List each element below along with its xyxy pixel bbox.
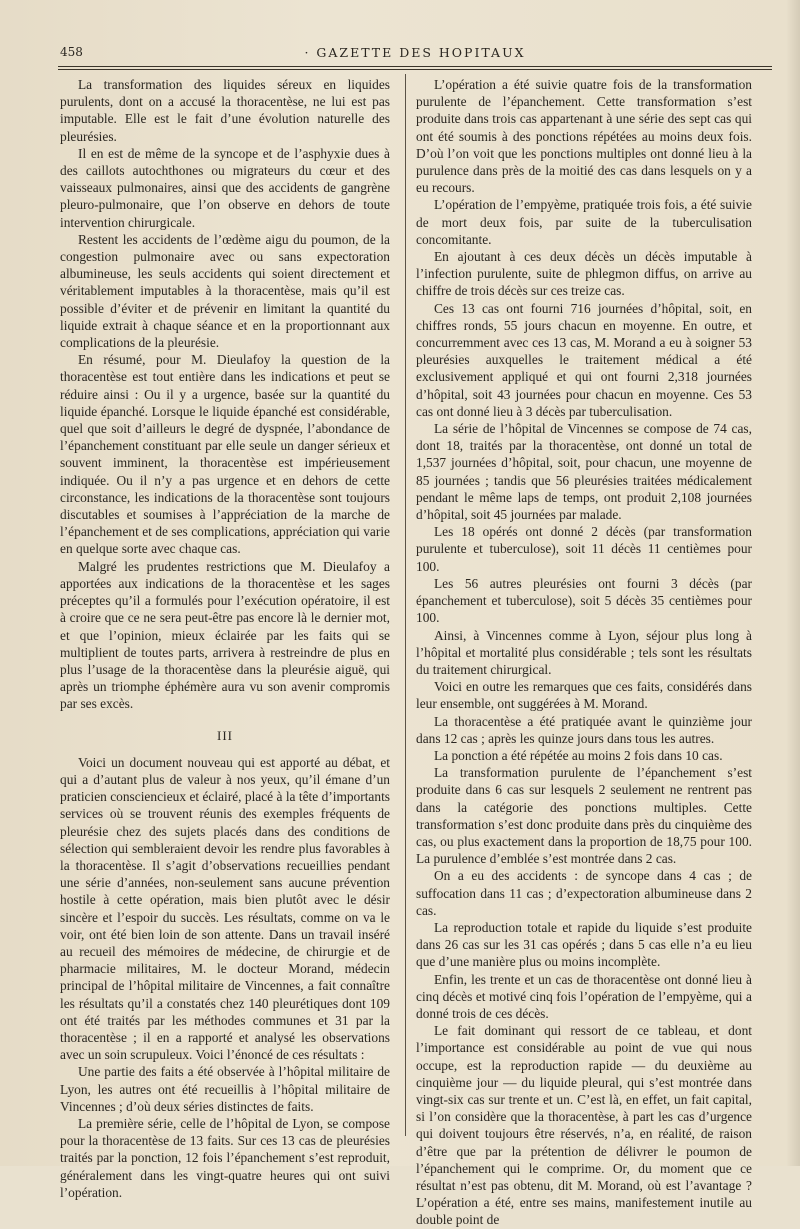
page-edge-shadow xyxy=(786,0,800,1166)
paragraph: Il en est de même de la syncope et de l’asphyxie dues à des caillots autochthones ou migrateurs du cœur et des vaisseaux pulmonaires, ainsi que des accidents de gangrène pleuro-pulmonaire, que l’on observe en dehors de toute intervention chirurgicale. xyxy=(60,145,390,230)
paragraph: L’opération a été suivie quatre fois de la transformation purulente de l’épanchement. Cette transformation s’est produite dans trois cas appartenant à une série des sept cas qui ont été soumis à des ponctions répétées au moins deux fois. D’où l’on voit que les ponctions multiples ont donné lieu à la purulence dans près de la moitié des cas dans lesquels on y a eu recours. xyxy=(416,77,752,196)
paragraph: Les 18 opérés ont donné 2 décès (par transformation purulente et tuberculose), soit 11 décès 11 centièmes pour 100. xyxy=(416,524,752,574)
paragraph: La ponction a été répétée au moins 2 fois dans 10 cas. xyxy=(434,747,723,763)
paragraph: Ainsi, à Vincennes comme à Lyon, séjour plus long à l’hôpital et mortalité plus considérable ; tels sont les résultats du traitement chirurgical. xyxy=(416,627,752,677)
paragraph: Le fait dominant qui ressort de ce tableau, et dont l’importance est considérable au point de vue qui nous occupe, est la reproduction rapide — du deuxième au cinquième jour — du liquide pleural, qui s’est montrée dans vingt-six cas sur trente et un. C’est là, en effet, un fait capital, si l’on considère que la thoracentèse, à part les cas d’urgence qui doivent toujours être réservés, n’a, en réalité, de raison d’être que par la prétention de délivrer le poumon de l’épanchement qui le comprime. Or, du moment que ce résultat n’est pas obtenu, dit M. Morand, où est l’avantage ? L’opération a été, entre ses mains, manifestement inutile au double point de xyxy=(416,1023,752,1228)
paragraph: La série de l’hôpital de Vincennes se compose de 74 cas, dont 18, traités par la thoracentèse, ont donné un total de 1,537 journées d’hôpital, soit, pour chacun, une moyenne de 85 journées ; tandis que 56 pleurésies traitées médicalement pendant le même laps de temps, ont produit 2,108 journées d’hôpital, soit 45 journées par malade. xyxy=(416,421,752,523)
paragraph: En résumé, pour M. Dieulafoy la question de la thoracentèse est tout entière dans les indications et peut se réduire ainsi : Ou il y a urgence, basée sur la quantité du liquide épanché. Lorsque le liquide épanché est considérable, quel que soit d’ailleurs le degré de dyspnée, l’abondance de l’épanchement constituant par elle seule un danger sérieux et souvent imminent, la thoracentèse est impérieusement indiquée. Ou il n’y a pas urgence et en dehors de cette circonstance, les indications de la thoracentèse sont toujours discutables et soumises à l’appréciation de la marche de l’épanchement et de ses complications, appréciation qui varie en quelque sorte avec chaque cas. xyxy=(60,352,390,557)
column-divider xyxy=(405,74,406,1136)
paragraph: Restent les accidents de l’œdème aigu du poumon, de la congestion pulmonaire avec ou sans expectoration albumineuse, les seuls accidents qui soient directement et véritablement imputables à la thoracentèse, mais qu’il est possible d’éviter et de prévenir en limitant la quantité du liquide extrait à chaque séance et en la proportionnant aux complications de la pleurésie. xyxy=(60,231,390,351)
left-column xyxy=(60,76,390,1201)
page-header xyxy=(60,40,770,64)
paragraph: La première série, celle de l’hôpital de Lyon, se compose pour la thoracentèse de 13 faits. Sur ces 13 cas de pleurésies traités par la ponction, 12 fois l’épanchement s’est reproduit, généralement dans les vingt-quatre heures qui ont suivi l’opération. xyxy=(60,1115,390,1200)
paragraph: Ces 13 cas ont fourni 716 journées d’hôpital, soit, en chiffres ronds, 55 jours chacun en moyenne. En outre, et concurremment avec ces 13 cas, M. Morand a eu à soigner 53 pleurésies auxquelles le traitement médical a été exclusivement appliqué et qui ont fourni 2,318 journées d’hôpital, soit 43 journées pour chacun en moyenne. Ces 53 cas ont donné lieu à 3 décès par tuberculisation. xyxy=(416,300,752,419)
paragraph: En ajoutant à ces deux décès un décès imputable à l’infection purulente, suite de phlegmon diffus, on arrive au chiffre de trois décès sur ces treize cas. xyxy=(416,249,752,299)
paragraph: Enfin, les trente et un cas de thoracentèse ont donné lieu à cinq décès et motivé cinq fois l’opération de l’empyème, qui a donné trois de ces décès. xyxy=(416,971,752,1021)
paragraph: La reproduction totale et rapide du liquide s’est produite dans 26 cas sur les 31 cas opérés ; dans 5 cas elle n’a eu lieu que d’une manière plus ou moins incomplète. xyxy=(416,919,752,970)
header-rule xyxy=(58,66,772,70)
page-number: 458 xyxy=(60,45,83,59)
paragraph: Voici un document nouveau qui est apporté au débat, et qui a d’autant plus de valeur à nos yeux, qu’il émane d’un praticien consciencieux et éclairé, placé à la tête d’importants services où se trouvent réunis des exemples fréquents de pleurésie chez des sujets placés dans des conditions de sélection qui sembleraient devoir les rendre plus favorables à la thoracentèse. Il s’agit d’observations recueillies pendant une série d’années, non-seulement sans aucune prévention hostile à cette opération, mais bien plutôt avec le désir sincère et l’espoir du succès. Les résultats, comme on va le voir, ont été bien loin de son attente. Dans un travail inséré au recueil des mémoires de médecine, de chirurgie et de pharmacie militaires, M. le docteur Morand, médecin principal de l’hôpital militaire de Vincennes, a fait connaître les résultats qu’il a constatés chez 140 pleurétiques dont 109 ont été traités par les méthodes communes et 31 par la thoracentèse ; il en a rapporté et analysé les observations avec un soin scrupuleux. Voici l’énoncé de ces résultats : xyxy=(60,754,390,1063)
paragraph: Voici en outre les remarques que ces faits, considérés dans leur ensemble, ont suggérées à M. Morand. xyxy=(416,679,752,712)
paragraph: La transformation purulente de l’épanchement s’est produite dans 6 cas sur lesquels 2 seulement ne rentrent pas dans la catégorie des ponctions multiples. Cette transformation s’est donc produite dans près du cinquième des cas, ou plus exactement dans la proportion de 18,75 pour 100. La purulence d’emblée s’est montrée dans 2 cas. xyxy=(416,765,752,867)
paragraph: Les 56 autres pleurésies ont fourni 3 décès (par épanchement et tuberculose), soit 5 décès 35 centièmes pour 100. xyxy=(416,575,752,626)
paragraph: Une partie des faits a été observée à l’hôpital militaire de Lyon, les autres ont été recueillis à l’hôpital militaire de Vincennes ; d’où deux séries distinctes de faits. xyxy=(60,1064,390,1114)
section-heading: III xyxy=(217,727,233,743)
right-column xyxy=(416,76,752,1229)
paragraph: Malgré les prudentes restrictions que M. Dieulafoy a apportées aux indications de la thoracentèse et les sages préceptes qu’il a formulés pour l’exécution opératoire, il est à croire que ce ne sera peut-être pas encore là le dernier mot, et que l’opinion, mieux éclairée par les faits qui se multiplient de toutes parts, arrivera à restreindre de plus en plus l’usage de la thoracentèse dans la pleurésie aiguë, qui après un triomphe éphémère aura vu son avenir compromis par ses excès. xyxy=(60,558,390,712)
paragraph: La transformation des liquides séreux en liquides purulents, dont on a accusé la thoracentèse, ne lui est pas imputable. Elle est le fait d’une évolution naturelle des pleurésies. xyxy=(60,77,390,144)
paragraph: La thoracentèse a été pratiquée avant le quinzième jour dans 12 cas ; après les quinze jours dans tous les autres. xyxy=(416,713,752,746)
journal-title: · GAZETTE DES HOPITAUX xyxy=(304,44,526,60)
paragraph: L’opération de l’empyème, pratiquée trois fois, a été suivie de mort deux fois, par suite de la tuberculisation concomitante. xyxy=(416,197,752,247)
paragraph: On a eu des accidents : de syncope dans 4 cas ; de suffocation dans 11 cas ; d’expectoration albumineuse dans 2 cas. xyxy=(416,868,752,918)
